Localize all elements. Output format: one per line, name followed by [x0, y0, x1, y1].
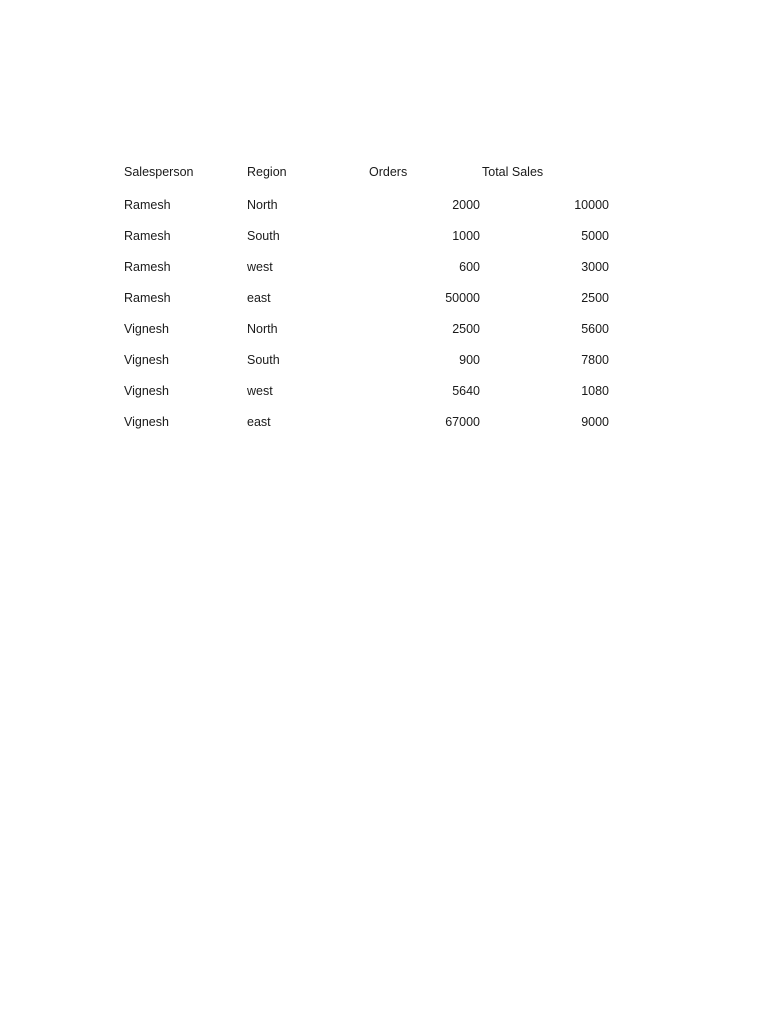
cell-region: west [247, 384, 273, 398]
cell-total-sales: 1080 [581, 384, 609, 398]
cell-total-sales: 3000 [581, 260, 609, 274]
cell-salesperson: Vignesh [124, 322, 169, 336]
cell-orders: 5640 [452, 384, 480, 398]
cell-orders: 600 [459, 260, 480, 274]
table-row [124, 410, 614, 441]
cell-total-sales: 5600 [581, 322, 609, 336]
cell-total-sales: 10000 [574, 198, 609, 212]
cell-salesperson: Ramesh [124, 291, 171, 305]
cell-salesperson: Ramesh [124, 229, 171, 243]
table-row [124, 255, 614, 286]
cell-salesperson: Vignesh [124, 415, 169, 429]
cell-region: west [247, 260, 273, 274]
cell-salesperson: Vignesh [124, 353, 169, 367]
cell-region: North [247, 198, 278, 212]
table-header-row [124, 160, 614, 193]
cell-region: east [247, 291, 271, 305]
cell-total-sales: 9000 [581, 415, 609, 429]
table-row [124, 224, 614, 255]
cell-region: South [247, 229, 280, 243]
cell-salesperson: Ramesh [124, 198, 171, 212]
cell-total-sales: 5000 [581, 229, 609, 243]
cell-orders: 1000 [452, 229, 480, 243]
cell-region: North [247, 322, 278, 336]
header-orders: Orders [369, 165, 408, 179]
cell-salesperson: Ramesh [124, 260, 171, 274]
table-row [124, 348, 614, 379]
table-row [124, 317, 614, 348]
cell-salesperson: Vignesh [124, 384, 169, 398]
cell-region: east [247, 415, 271, 429]
cell-orders: 2500 [452, 322, 480, 336]
sales-table [124, 160, 614, 441]
cell-orders: 67000 [445, 415, 480, 429]
header-total-sales: Total Sales [482, 165, 544, 179]
header-region: Region [247, 165, 287, 179]
header-salesperson: Salesperson [124, 165, 194, 179]
cell-orders: 2000 [452, 198, 480, 212]
cell-total-sales: 7800 [581, 353, 609, 367]
cell-total-sales: 2500 [581, 291, 609, 305]
cell-region: South [247, 353, 280, 367]
table-row [124, 193, 614, 224]
cell-orders: 50000 [445, 291, 480, 305]
table-row [124, 379, 614, 410]
cell-orders: 900 [459, 353, 480, 367]
table-row [124, 286, 614, 317]
